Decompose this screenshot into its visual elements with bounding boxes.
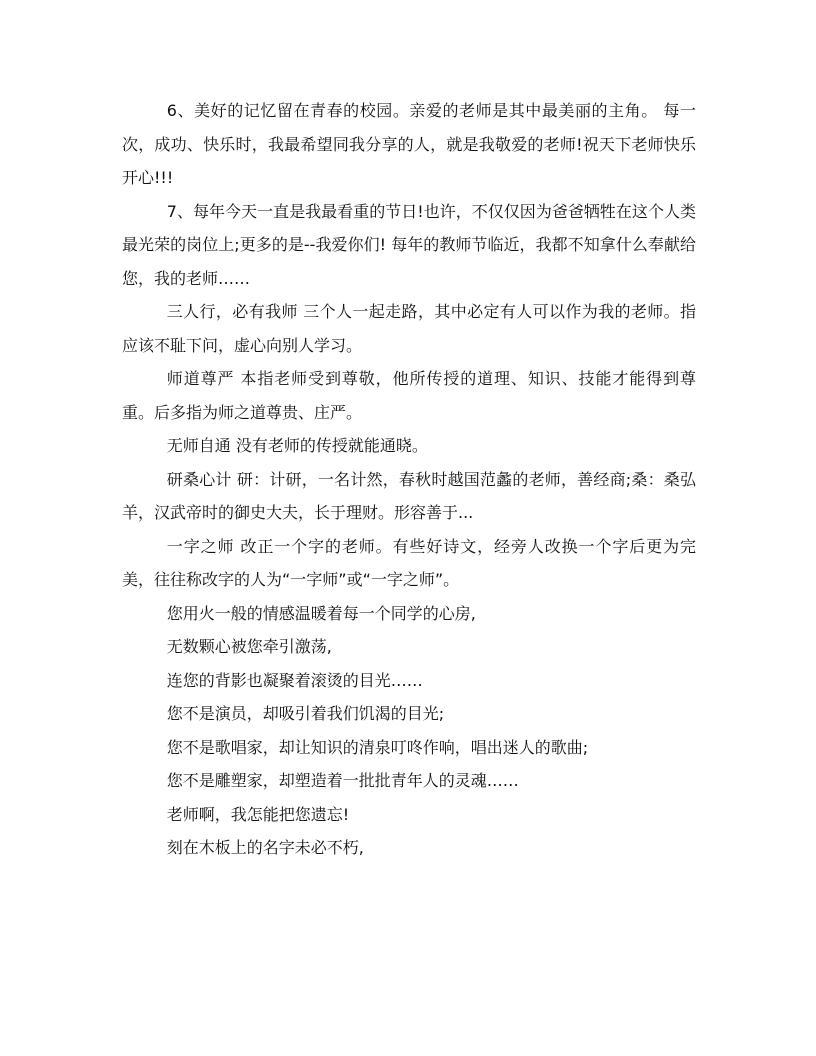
poem-line-3: 连您的背影也凝聚着滚烫的目光…… xyxy=(166,670,423,690)
poem-line-7: 老师啊，我怎能把您遗忘! xyxy=(166,804,350,824)
paragraph-3: 三人行，必有我师 三个人一起走路，其中必定有人可以作为我的老师。指应该不耻下问，虚心向别人学习。 xyxy=(122,302,696,355)
poem-line-5: 您不是歌唱家，却让知识的清泉叮咚作响，唱出迷人的歌曲; xyxy=(166,737,589,757)
paragraph-4: 师道尊严 本指老师受到尊敬，他所传授的道理、知识、技能才能得到尊重。后多指为师之道尊贵、庄严。 xyxy=(122,369,696,422)
poem-line-2: 无数颗心被您牵引激荡, xyxy=(166,637,332,656)
paragraph-6: 研桑心计 研：计研，一名计然，春秋时越国范蠡的老师，善经商;桑：桑弘羊，汉武帝时的御史大夫，长于理财。形容善于... xyxy=(122,469,696,522)
poem-line-1: 您用火一般的情感温暖着每一个同学的心房, xyxy=(166,603,476,623)
poem-line-6: 您不是雕塑家，却塑造着一批批青年人的灵魂…… xyxy=(166,771,519,790)
document-body xyxy=(122,94,696,865)
paragraph-2: 7、每年今天一直是我最看重的节日!也许，不仅仅因为爸爸牺牲在这个人类最光荣的岗位上;更多的是--我爱你们! 每年的教师节临近，我都不知拿什么奉献给您，我的老师…… xyxy=(122,201,696,288)
paragraph-1: 6、美好的记忆留在青春的校园。亲爱的老师是其中最美丽的主角。 每一次，成功、快乐时，我最希望同我分享的人，就是我敬爱的老师!祝天下老师快乐开心!!! xyxy=(122,101,696,187)
paragraph-5: 无师自通 没有老师的传授就能通晓。 xyxy=(166,436,428,455)
poem-line-8: 刻在木板上的名字未必不朽, xyxy=(166,838,364,857)
poem-line-4: 您不是演员，却吸引着我们饥渴的目光; xyxy=(166,704,445,723)
paragraph-7: 一字之师 改正一个字的老师。有些好诗文，经旁人改换一个字后更为完美，往往称改字的人为“一字师”或“一字之师”。 xyxy=(122,536,696,589)
